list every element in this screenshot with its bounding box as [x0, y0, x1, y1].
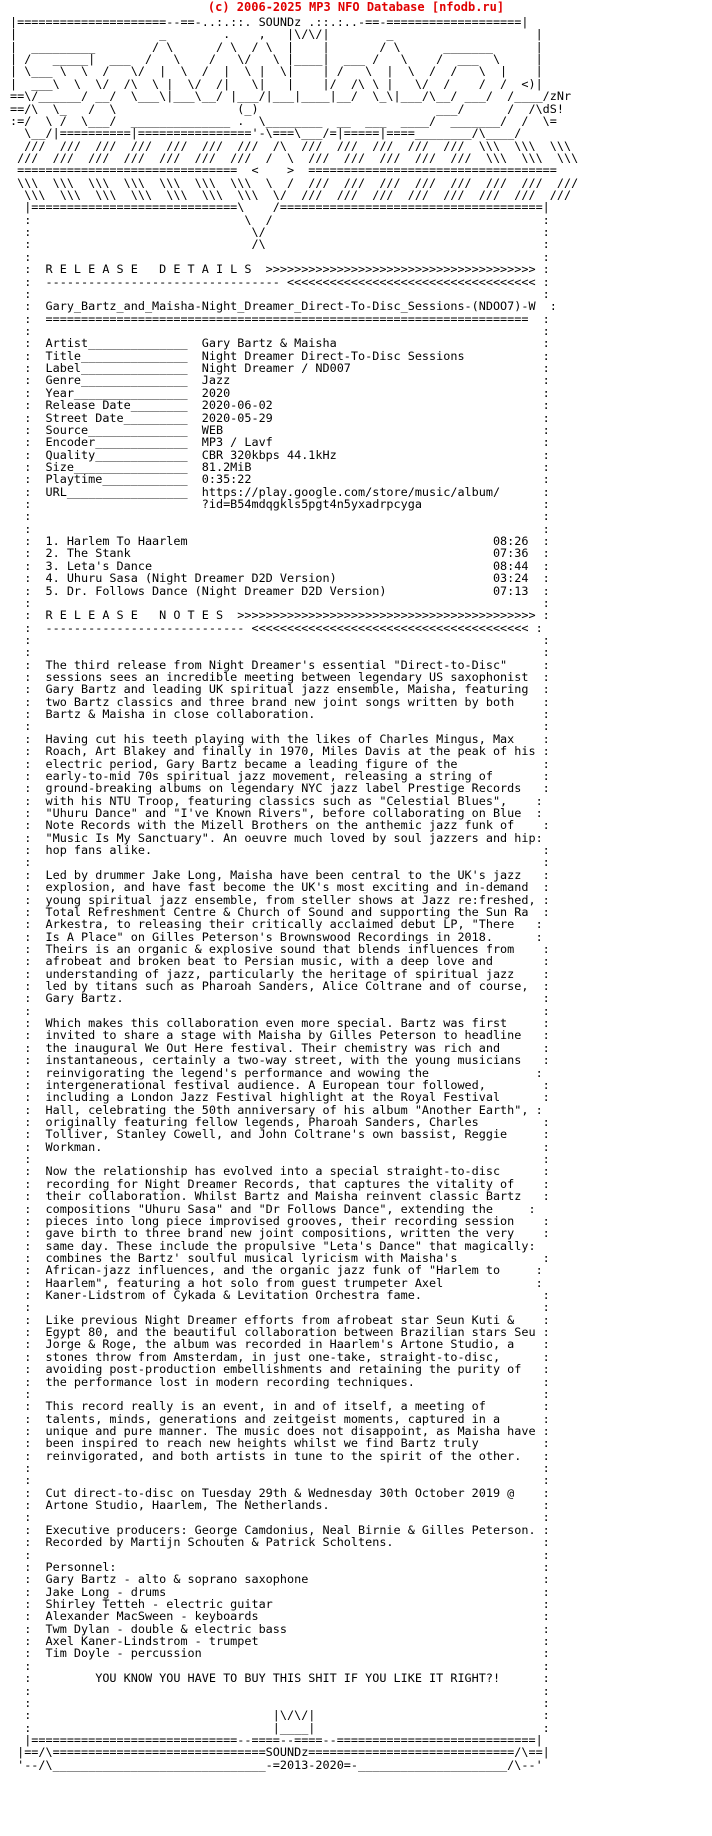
nfo-line: : Is A Place" on Gilles Peterson's Brownswood Recordings in 2018. : [10, 929, 543, 944]
nfo-line: : : [10, 1473, 550, 1488]
nfo-line: : pieces into long piece improvised grooves, their recording session : [10, 1213, 550, 1228]
nfo-line: : Genre_______________ Jazz : [10, 373, 550, 388]
nfo-line: : |____| : [10, 1720, 550, 1735]
nfo-line: : African-jazz influences, and the organic jazz funk of "Harlem to : [10, 1263, 543, 1278]
nfo-line: : Haarlem", featuring a hot solo from guest trumpeter Axel : [10, 1275, 543, 1290]
nfo-line: : YOU KNOW YOU HAVE TO BUY THIS SHIT IF YOU LIKE IT RIGHT?! : [10, 1671, 550, 1686]
nfo-line: : ---------------------------- <<<<<<<<<<<<<<<<<<<<<<<<<<<<<<<<<<<<<<< : [10, 620, 543, 635]
nfo-line: : R E L E A S E D E T A I L S >>>>>>>>>>>>>>>>>>>>>>>>>>>>>>>>>>>>>> : [10, 262, 550, 277]
nfo-line: : young spiritual jazz ensemble, from steller shows at Jazz re:freshed, : [10, 892, 550, 907]
nfo-line: : talents, minds, generations and zeitgeist moments, captured in a : [10, 1411, 550, 1426]
nfo-line: : instantaneous, certainly a two-way street, with the young musicians : [10, 1053, 550, 1068]
nfo-line: : reinvigorated, and both artists in tune to the spirit of the other. : [10, 1448, 550, 1463]
nfo-line: : 3. Leta's Dance 08:44 : [10, 558, 550, 573]
nfo-line: : been inspired to reach new heights whilst we find Bartz truly : [10, 1436, 550, 1451]
nfo-line: : Recorded by Martijn Schouten & Patrick Scholtens. : [10, 1535, 550, 1550]
nfo-line: : avoiding post-production embellishments and retaining the purity of : [10, 1362, 550, 1377]
nfo-line: : Which makes this collaboration even more special. Bartz was first : [10, 1016, 550, 1031]
nfo-line: : intergenerational festival audience. A European tour followed, : [10, 1077, 550, 1092]
nfo-line: : Label_______________ Night Dreamer / ND007 : [10, 361, 550, 376]
nfo-line: : Led by drummer Jake Long, Maisha have been central to the UK's jazz : [10, 867, 550, 882]
nfo-line: : invited to share a stage with Maisha by Gilles Peterson to headline : [10, 1028, 550, 1043]
nfo-line: : --------------------------------- <<<<<<<<<<<<<<<<<<<<<<<<<<<<<<<<<<< : [10, 274, 550, 289]
nfo-line: : their collaboration. Whilst Bartz and Maisha reinvent classic Bartz : [10, 1189, 550, 1204]
nfo-line: : combines the Bartz' soulful musical lyricism with Maisha's : [10, 1250, 550, 1265]
nfo-line: : Tim Doyle - percussion : [10, 1646, 550, 1661]
nfo-line: : Kaner-Lidstrom of Cykada & Levitation Orchestra fame. : [10, 1288, 550, 1303]
nfo-line: : : [10, 323, 550, 338]
nfo-line: : : [10, 249, 550, 264]
nfo-line: : : [10, 1547, 550, 1562]
nfo-line: : Workman. : [10, 1139, 550, 1154]
nfo-line: | \___ \ \ / \/ | \ / | \ | \| | / \ | \ / / \ | | [10, 64, 543, 79]
nfo-line: : Title_______________ Night Dreamer Direct-To-Disc Sessions : [10, 348, 550, 363]
nfo-line: : Jake Long - drums : [10, 1584, 550, 1599]
nfo-line: : Release Date________ 2020-06-02 : [10, 398, 550, 413]
nfo-line: : unique and pure manner. The music does not disappoint, as Maisha have : [10, 1423, 550, 1438]
nfo-line: : Arkestra, to releasing their critically acclaimed debut LP, "There : [10, 917, 543, 932]
nfo-document [10, 16, 578, 1771]
nfo-line: : Now the relationship has evolved into a special straight-to-disc : [10, 1164, 550, 1179]
nfo-line: : : [10, 1658, 550, 1673]
nfo-line: : Encoder_____________ MP3 / Lavf : [10, 435, 550, 450]
nfo-line: : ?id=B54mdqgkls5pgt4n5yxadrpcyga : [10, 497, 550, 512]
nfo-line: |=============================\ /=====================================| [10, 200, 550, 215]
nfo-line: : Shirley Tetteh - electric guitar : [10, 1597, 550, 1611]
nfo-line: : Note Records with the Mizell Brothers on the anthemic jazz funk of : [10, 818, 550, 833]
nfo-line: : Tolliver, Stanley Cowell, and John Coltrane's own bassist, Reggie : [10, 1127, 550, 1142]
nfo-line: : URL_________________ https://play.google.com/store/music/album/ : [10, 484, 550, 499]
nfo-line: : Roach, Art Blakey and finally in 1970, Miles Davis at the peak of his : [10, 744, 550, 759]
nfo-line: : Playtime____________ 0:35:22 : [10, 472, 550, 487]
nfo-line: : : [10, 632, 550, 647]
nfo-line: : Theirs is an organic & explosive sound that blends influences from : [10, 941, 550, 956]
nfo-line: : Source______________ WEB : [10, 422, 550, 437]
nfo-line: : : [10, 1003, 550, 1018]
nfo-line: : : [10, 1152, 550, 1167]
nfo-line: : : [10, 509, 550, 524]
nfo-line: : hop fans alike. : [10, 843, 550, 858]
nfo-line: : afrobeat and broken beat to Persian music, with a deep love and : [10, 954, 550, 969]
nfo-line: : R E L E A S E N O T E S >>>>>>>>>>>>>>>>>>>>>>>>>>>>>>>>>>>>>>>>>> : [10, 608, 550, 623]
nfo-line: : Executive producers: George Camdonius, Neal Birnie & Gilles Peterson. : [10, 1522, 550, 1537]
nfo-line: : This record really is an event, in and of itself, a meeting of : [10, 1399, 550, 1414]
nfo-line: : including a London Jazz Festival highlight at the Royal Festival : [10, 1090, 550, 1105]
nfo-line: : two Bartz classics and three brand new joint songs written by both : [10, 694, 550, 709]
site-header-title: (c) 2006-2025 MP3 NFO Database [nfodb.ru] [207, 0, 505, 14]
nfo-line: ==\/______/ __/ \___\|___\__/ |___/|___|____|__/ \_\|___/\__/ ___/ /____/zNr [10, 89, 572, 104]
nfo-line: : Hall, celebrating the 50th anniversary of his album "Another Earth", : [10, 1102, 543, 1117]
nfo-line: : Jorge & Roge, the album was recorded in Haarlem's Artone Studio, a : [10, 1337, 550, 1352]
nfo-line: : : [10, 1386, 550, 1401]
nfo-line: '--/\______________________________-=2013-2020=-_____________________/\--' [10, 1757, 543, 1772]
nfo-line: : Street Date_________ 2020-05-29 : [10, 410, 550, 425]
nfo-line: : early-to-mid 70s spiritual jazz movement, releasing a string of : [10, 768, 550, 783]
nfo-line: : : [10, 521, 550, 536]
nfo-line: : electric period, Gary Bartz became a leading figure of the : [10, 756, 550, 771]
nfo-line: : Axel Kaner-Lindstrom - trumpet : [10, 1634, 550, 1649]
nfo-line: : : [10, 1300, 550, 1315]
nfo-line: : Gary_Bartz_and_Maisha-Night_Dreamer_Direct-To-Disc_Sessions-(NDOO7)-W : [10, 299, 557, 314]
nfo-line: : Year________________ 2020 : [10, 385, 550, 400]
nfo-line: |=============================--====--====--============================| [10, 1732, 543, 1747]
nfo-line: : with his NTU Troop, featuring classics such as "Celestial Blues", : [10, 793, 543, 808]
nfo-line: : 5. Dr. Follows Dance (Night Dreamer D2D Version) 07:13 : [10, 583, 550, 598]
nfo-line: : : [10, 645, 550, 660]
nfo-line: : Personnel: : [10, 1559, 550, 1574]
nfo-line: : Having cut his teeth playing with the likes of Charles Mingus, Max : [10, 731, 550, 746]
nfo-line: : : [10, 1510, 550, 1525]
nfo-line: : 2. The Stank 07:36 : [10, 546, 550, 561]
nfo-line: \\\ \\\ \\\ \\\ \\\ \\\ \\\ \ / /// /// /// /// /// /// /// /// [10, 175, 579, 190]
nfo-line: | ___\ \ \/ /\ \ | \/ /| \| | |/ /\ \ | \/ / / / <)| [10, 76, 543, 91]
nfo-line: : "Music Is My Sanctuary". An oeuvre much loved by soul jazzers and hip: [10, 830, 543, 845]
nfo-line: : \/ : [10, 225, 550, 240]
nfo-line: : recording for Night Dreamer Records, that captures the vitality of : [10, 1176, 550, 1191]
nfo-line: : Total Refreshment Centre & Church of Sound and supporting the Sun Ra : [10, 904, 550, 919]
nfo-line: : same day. These include the propulsive "Leta's Dance" that magically: [10, 1238, 536, 1253]
nfo-line: : Artone Studio, Haarlem, The Netherlands. : [10, 1498, 550, 1513]
nfo-line: : Twm Dylan - double & electric bass : [10, 1621, 550, 1636]
nfo-line: : Cut direct-to-disc on Tuesday 29th & Wednesday 30th October 2019 @ : [10, 1485, 550, 1500]
nfo-line: : 4. Uhuru Sasa (Night Dreamer D2D Version) 03:24 : [10, 571, 550, 586]
nfo-line: : : [10, 855, 550, 870]
nfo-line: /// /// /// /// /// /// /// /\ /// /// /// /// /// \\\ \\\ \\\ [10, 138, 572, 153]
nfo-line: : reinvigorating the legend's performance and wowing the : [10, 1065, 543, 1080]
nfo-line: : /\ : [10, 237, 550, 252]
nfo-line: : explosion, and have fast become the UK's most exciting and in-demand : [10, 880, 550, 895]
nfo-line: | / _____| ___ / \ / \/ \ |____| ___ / \ / ___ \ | [10, 52, 543, 67]
nfo-line: \__/|==========|================'-\===\___/=|=====|====________/\____/ [10, 126, 522, 141]
nfo-line: : Artist______________ Gary Bartz & Maisha : [10, 336, 550, 351]
nfo-line: ==/\ \_ / \ (_) ___/ / /\dS! [10, 101, 564, 116]
nfo-line: : : [10, 719, 550, 734]
nfo-line: |=====================--==-..:.::. SOUNDz .::.:..-==-===================| [10, 15, 529, 29]
nfo-line: : The third release from Night Dreamer's essential "Direct-to-Disc" : [10, 657, 550, 672]
nfo-line: : |\/\/| : [10, 1708, 550, 1723]
nfo-line: : 1. Harlem To Haarlem 08:26 : [10, 534, 550, 549]
nfo-line: : Gary Bartz and leading UK spiritual jazz ensemble, Maisha, featuring : [10, 682, 550, 697]
nfo-line: : originally featuring fellow legends, Pharoah Sanders, Charles : [10, 1114, 550, 1129]
nfo-line: : Alexander MacSween - keyboards : [10, 1609, 550, 1624]
nfo-line: : led by titans such as Pharoah Sanders, Alice Coltrane and of course, : [10, 979, 550, 994]
nfo-line: :=/ \ / \___/ ______________ . \________ __ ___ ____/ _______/ / \= [10, 113, 557, 128]
nfo-line: |==/\==============================SOUNDz=============================/\==| [10, 1745, 550, 1760]
nfo-line: : Gary Bartz. : [10, 991, 550, 1006]
nfo-line: : Gary Bartz - alto & soprano saxophone : [10, 1572, 550, 1587]
nfo-line: \\\ \\\ \\\ \\\ \\\ \\\ \\\ \/ /// /// /// /// /// /// /// /// [10, 188, 572, 203]
nfo-line: : stones throw from Amsterdam, in just one-take, straight-to-disc, : [10, 1349, 550, 1364]
nfo-line: : : [10, 1461, 550, 1476]
nfo-line: =============================== < > =================================== [10, 163, 557, 178]
nfo-line: : Like previous Night Dreamer efforts from afrobeat star Seun Kuti & : [10, 1312, 550, 1327]
nfo-line: : understanding of jazz, particularly the heritage of spiritual jazz : [10, 966, 550, 981]
nfo-line: : Egypt 80, and the beautiful collaboration between Brazilian stars Seu : [10, 1325, 550, 1340]
nfo-line: : : [10, 286, 550, 301]
nfo-line: : Bartz & Maisha in close collaboration. : [10, 707, 550, 722]
nfo-line: : \ / : [10, 212, 550, 227]
nfo-line: : compositions "Uhuru Sasa" and "Dr Follows Dance", extending the : [10, 1201, 536, 1216]
nfo-line: : Quality_____________ CBR 320kbps 44.1kHz : [10, 447, 550, 462]
nfo-line: | _________ / \ / \ / \ | | / \ _______ | [10, 39, 543, 54]
nfo-line: | _ . , |\/\/| _ | [10, 27, 543, 42]
nfo-line: : Size________________ 81.2MiB : [10, 459, 550, 474]
nfo-line: /// /// /// /// /// /// /// / \ /// /// /// /// /// \\\ \\\ \\\ [10, 150, 579, 165]
nfo-line: : : [10, 595, 550, 610]
nfo-line: : ==================================================================== : [10, 311, 550, 326]
nfo-line: : : [10, 1683, 550, 1698]
nfo-line: : "Uhuru Dance" and "I've Known Rivers", before collaborating on Blue : [10, 806, 543, 820]
nfo-line: : : [10, 1695, 550, 1710]
nfo-line: : ground-breaking albums on legendary NYC jazz label Prestige Records : [10, 781, 550, 796]
nfo-line: : the performance lost in modern recording techniques. : [10, 1374, 550, 1389]
nfo-line: : the inaugural We Out Here festival. Their chemistry was rich and : [10, 1040, 550, 1055]
nfo-line: : sessions sees an incredible meeting between legendary US saxophonist : [10, 670, 550, 685]
nfo-line: : gave birth to three brand new joint compositions, written the very : [10, 1226, 550, 1241]
